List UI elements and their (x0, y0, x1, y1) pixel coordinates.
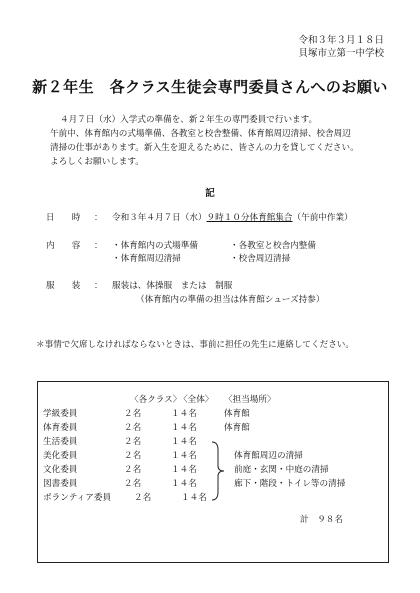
intro-line-2: 午前中、体育館内の式場準備、各教室と校舎整備、体育館周辺清掃、校舎周辺 (50, 129, 351, 139)
school-name: 貝塚市立第一中学校 (298, 48, 384, 59)
group-area: 体育館周辺の清掃 (234, 451, 303, 461)
committee-total-count: １４名 (171, 423, 197, 433)
committee-name: 体育委員 (43, 423, 78, 433)
absence-notice: ＊事情で欠席しなければならないときは、事前に担任の先生に連絡してください。 (36, 340, 354, 350)
intro-line-4: よろしくお願いします。 (50, 157, 144, 167)
date-day: 令和３年４月７日（水） (112, 213, 207, 223)
committee-class-count: ２名 (124, 437, 142, 447)
committee-class-count: ２名 (124, 423, 142, 433)
committee-total-count: １４名 (181, 493, 207, 503)
date-value (112, 212, 353, 225)
content-label: 内 容 (46, 241, 81, 251)
dress-line-2: （体育館内の準備の担当は体育館シューズ持参） (136, 295, 325, 305)
dress-line-1: 服装は、体操服 または 制服 (112, 281, 233, 291)
committee-class-count: ２名 (124, 479, 142, 489)
issue-date: 令和３年３月１８日 (298, 35, 384, 46)
committee-name: 美化委員 (43, 451, 78, 461)
header-class: 〈各クラス〉 (130, 395, 182, 405)
committee-name: ボランティア委員 (43, 493, 112, 503)
header-total: 〈全体〉 (179, 395, 214, 405)
group-brace-icon (210, 440, 228, 502)
committee-class-count: ２名 (134, 493, 152, 503)
date-colon: ： (94, 213, 103, 223)
ki-heading: 記 (205, 188, 215, 199)
committee-total-count: １４名 (171, 465, 197, 475)
dress-colon: ： (94, 281, 103, 291)
group-area: 廊下・階段・トイレ等の清掃 (234, 479, 346, 489)
header-area: 〈担当場所〉 (224, 395, 276, 405)
content-item: ・体育館周辺清掃 (112, 254, 181, 264)
content-item: ・各教室と校舎内整備 (230, 241, 316, 251)
committee-class-count: ２名 (124, 451, 142, 461)
committee-name: 学級委員 (43, 409, 78, 419)
content-colon: ： (94, 241, 103, 251)
committee-name: 文化委員 (43, 465, 78, 475)
date-time: ９時１０分体育館集合 (206, 213, 293, 223)
committee-total-count: １４名 (171, 479, 197, 489)
dress-label: 服 装 (46, 281, 81, 291)
committee-name: 生活委員 (43, 437, 78, 447)
committee-class-count: ２名 (124, 409, 142, 419)
grand-total: 計 ９８名 (300, 515, 343, 525)
content-item: ・校舎周辺清掃 (230, 254, 291, 264)
intro-line-1: ４月７日（水）入学式の準備を、新２年生の専門委員で行います。 (60, 115, 318, 125)
intro-line-3: 清掃の仕事があります。新入生を迎えるために、皆さんの力を貸してください。 (50, 143, 359, 153)
committee-area: 体育館 (224, 423, 250, 433)
group-area: 前庭・玄関・中庭の清掃 (234, 465, 329, 475)
committee-class-count: ２名 (124, 465, 142, 475)
committee-area: 体育館 (224, 409, 250, 419)
page-title: 新２年生 各クラス生徒会専門委員さんへのお願い (32, 78, 388, 96)
date-label: 日 時 (46, 213, 81, 223)
committee-name: 図書委員 (43, 479, 78, 489)
committee-total-count: １４名 (171, 437, 197, 447)
committee-total-count: １４名 (171, 451, 197, 461)
date-note: （午前中作業） (292, 213, 353, 223)
committee-table (37, 381, 389, 563)
committee-total-count: １４名 (171, 409, 197, 419)
content-item: ・体育館内の式場準備 (112, 241, 198, 251)
